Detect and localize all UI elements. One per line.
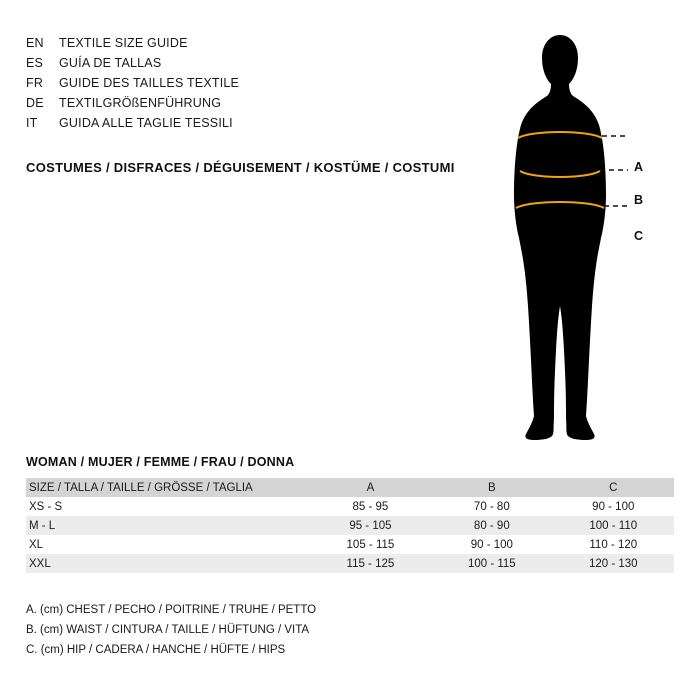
- marker-label-c: C: [634, 229, 644, 243]
- language-row: [26, 33, 326, 53]
- column-header-size: SIZE / TALLA / TAILLE / GRÖSSE / TAGLIA: [29, 481, 253, 494]
- legend-line-a: A. (cm) CHEST / PECHO / POITRINE / TRUHE / PETTO: [26, 604, 317, 616]
- table-row: [26, 497, 674, 516]
- female-silhouette-figure: [470, 30, 670, 440]
- table-row: [26, 554, 674, 573]
- language-text: TEXTILGRÖßENFÜHRUNG: [59, 96, 222, 110]
- cell-size: XS - S: [29, 500, 63, 513]
- cell-c: 120 - 130: [588, 557, 638, 570]
- table-title: WOMAN / MUJER / FEMME / FRAU / DONNA: [26, 455, 295, 469]
- language-row: [26, 113, 326, 133]
- cell-a: 85 - 95: [352, 500, 389, 513]
- cell-size: XXL: [29, 557, 51, 570]
- size-table: [26, 478, 674, 573]
- size-table-block: [26, 455, 674, 573]
- table-row: [26, 535, 674, 554]
- cell-b: 100 - 115: [467, 557, 516, 570]
- language-code: IT: [26, 116, 38, 130]
- language-text: GUIDA ALLE TAGLIE TESSILI: [59, 116, 233, 130]
- table-header-row: [26, 478, 674, 497]
- cell-a: 105 - 115: [346, 538, 395, 551]
- cell-b: 80 - 90: [473, 519, 510, 532]
- marker-label-b: B: [634, 193, 644, 207]
- language-row: [26, 73, 326, 93]
- table-row: [26, 516, 674, 535]
- language-code: FR: [26, 76, 44, 90]
- language-code: ES: [26, 56, 44, 70]
- language-text: GUÍA DE TALLAS: [59, 56, 162, 70]
- costumes-heading: COSTUMES / DISFRACES / DÉGUISEMENT / KOSTÜME / COSTUMI: [26, 160, 455, 175]
- cell-c: 100 - 110: [589, 519, 638, 532]
- language-row: [26, 53, 326, 73]
- measurement-legend: [26, 600, 316, 660]
- cell-size: M - L: [29, 519, 56, 532]
- language-code: DE: [26, 96, 44, 110]
- legend-line-c: C. (cm) HIP / CADERA / HANCHE / HÜFTE / HIPS: [26, 644, 286, 656]
- language-text: GUIDE DES TAILLES TEXTILE: [59, 76, 240, 90]
- marker-label-a: A: [634, 160, 644, 174]
- legend-line-b: B. (cm) WAIST / CINTURA / TAILLE / HÜFTUNG / VITA: [26, 624, 310, 636]
- cell-c: 90 - 100: [592, 500, 635, 513]
- cell-b: 70 - 80: [473, 500, 510, 513]
- cell-c: 110 - 120: [589, 538, 638, 551]
- language-list: [26, 33, 326, 133]
- cell-a: 115 - 125: [346, 557, 395, 570]
- column-header-a: A: [366, 481, 375, 494]
- cell-b: 90 - 100: [470, 538, 513, 551]
- language-text: TEXTILE SIZE GUIDE: [59, 36, 188, 50]
- cell-size: XL: [29, 538, 44, 551]
- column-header-c: C: [609, 481, 618, 494]
- cell-a: 95 - 105: [349, 519, 392, 532]
- column-header-b: B: [488, 481, 496, 494]
- language-code: EN: [26, 36, 44, 50]
- language-row: [26, 93, 326, 113]
